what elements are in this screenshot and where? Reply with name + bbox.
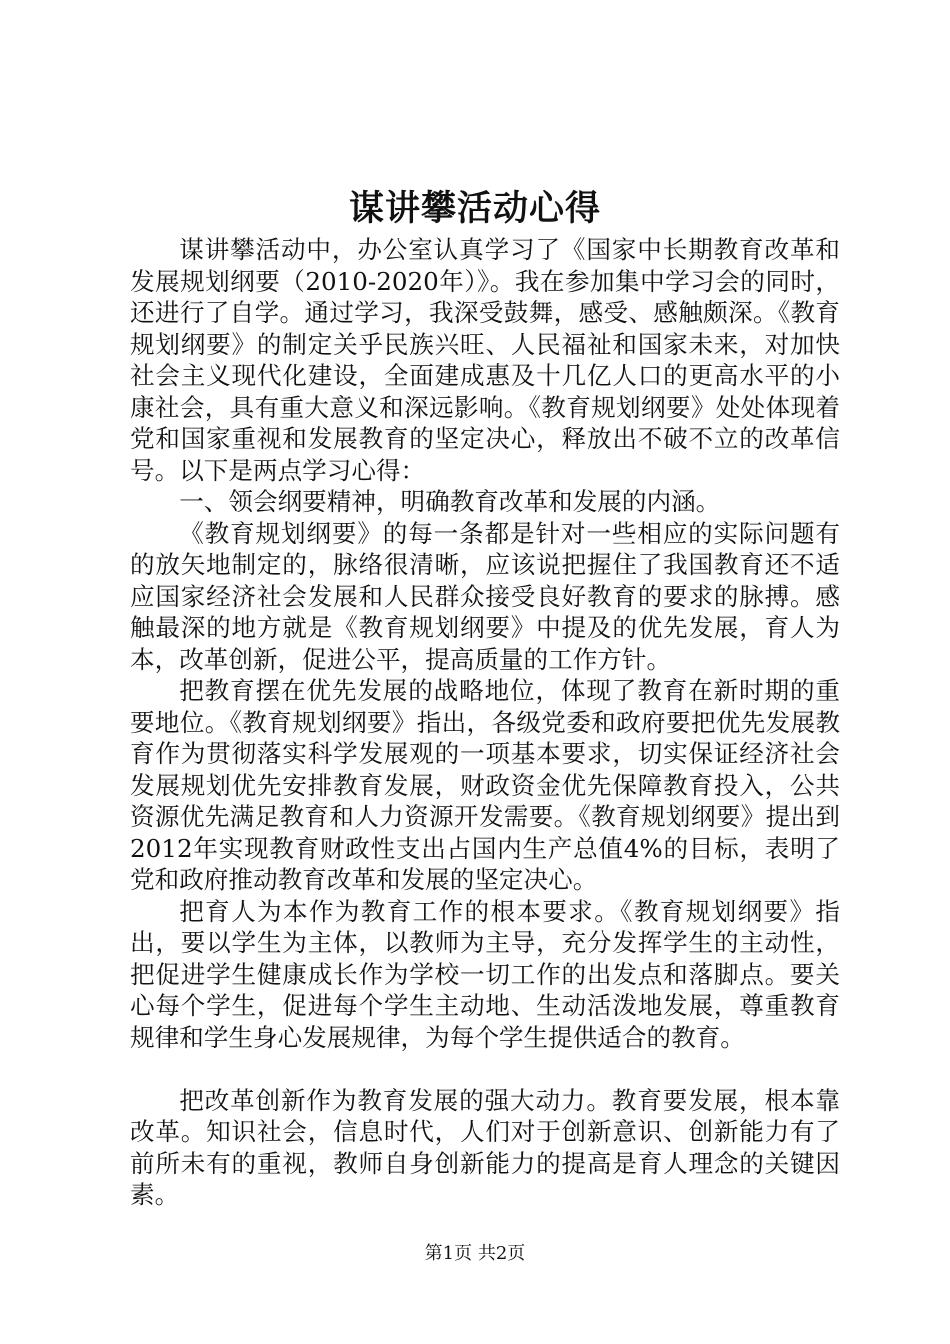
page-footer: 第1页 共2页 <box>424 1243 526 1264</box>
paragraph-reform-innovation: 把改革创新作为教育发展的强大动力。教育要发展，根本靠改革。知识社会，信息时代，人们对于创新意识、创新能力有了前所未有的重视，教师自身创新能力的提高是育人理念的关键因素。 <box>130 1085 840 1209</box>
document-body <box>130 234 840 1211</box>
paragraph-plan-overview: 《教育规划纲要》的每一条都是针对一些相应的实际问题有的放矢地制定的，脉络很清晰，应该说把握住了我国教育还不适应国家经济社会发展和人民群众接受良好教育的要求的脉搏。感触最深的地方就是《教育规划纲要》中提及的优先发展，育人为本，改革创新，促进公平，提高质量的工作方针。 <box>130 518 840 674</box>
paragraph-priority-development: 把教育摆在优先发展的战略地位，体现了教育在新时期的重要地位。《教育规划纲要》指出，各级党委和政府要把优先发展教育作为贯彻落实科学发展观的一项基本要求，切实保证经济社会发展规划优先安排教育发展，财政资金优先保障教育投入，公共资源优先满足教育和人力资源开发需要。《教育规划纲要》提出到2012年实现教育财政性支出占国内生产总值4%的目标，表明了党和政府推动教育改革和发展的坚定决心。 <box>130 676 840 894</box>
paragraph-section-heading: 一、领会纲要精神，明确教育改革和发展的内涵。 <box>179 487 721 516</box>
document-title: 谋讲攀活动心得 <box>348 188 601 229</box>
paragraph-intro: 谋讲攀活动中，办公室认真学习了《国家中长期教育改革和发展规划纲要（2010-2020年）》。我在参加集中学习会的同时，还进行了自学。通过学习，我深受鼓舞，感受、感触颇深。《教育规划纲要》的制定关乎民族兴旺、人民福祉和国家未来，对加快社会主义现代化建设，全面建成惠及十几亿人口的更高水平的小康社会，具有重大意义和深远影响。《教育规划纲要》处处体现着党和国家重视和发展教育的坚定决心，释放出不破不立的改革信号。以下是两点学习心得： <box>130 235 840 485</box>
paragraph-people-oriented: 把育人为本作为教育工作的根本要求。《教育规划纲要》指出，要以学生为主体，以教师为主导，充分发挥学生的主动性，把促进学生健康成长作为学校一切工作的出发点和落脚点。要关心每个学生，促进每个学生主动地、生动活泼地发展，尊重教育规律和学生身心发展规律，为每个学生提供适合的教育。 <box>130 896 840 1052</box>
